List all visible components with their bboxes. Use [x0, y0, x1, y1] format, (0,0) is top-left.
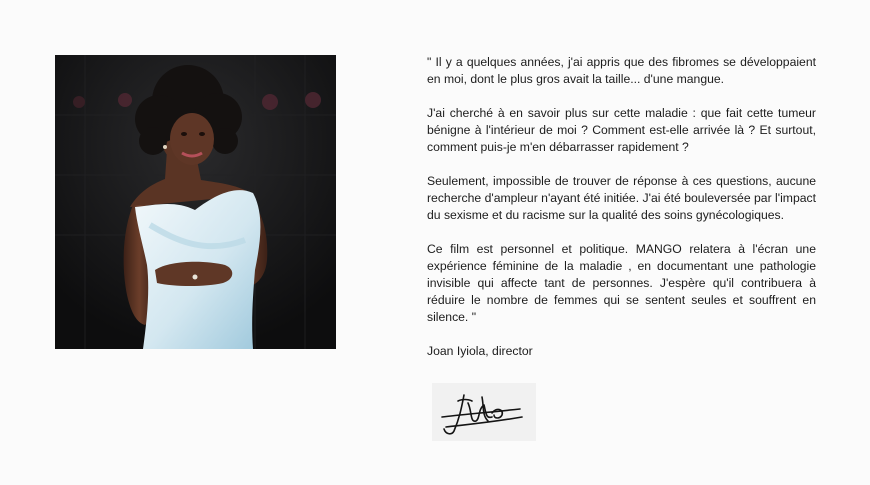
director-statement — [427, 54, 816, 377]
handwritten-signature — [432, 383, 536, 441]
quote-paragraph-3: Seulement, impossible de trouver de réponse à ces questions, aucune recherche d'ampleur n'ayant été initiée. J'ai été bouleversée par l'impact du sexisme et du racisme sur la qualité des soins gynécologiques. — [427, 174, 816, 222]
quote-paragraph-2: J'ai cherché à en savoir plus sur cette maladie : que fait cette tumeur bénigne à l'intérieur de moi ? Comment est-elle arrivée là ? Et surtout, comment puis-je m'en débarrasser rapidement ? — [427, 106, 816, 154]
attribution: Joan Iyiola, director — [427, 344, 533, 358]
signature-scribble — [432, 383, 536, 441]
quote-paragraph-1: " Il y a quelques années, j'ai appris que des fibromes se développaient en moi, dont le plus gros avait la taille... d'une mangue. — [427, 55, 816, 86]
director-photo — [55, 55, 336, 349]
portrait-illustration — [55, 55, 336, 349]
quote-paragraph-4: Ce film est personnel et politique. MANGO relatera à l'écran une expérience féminine de la maladie , en documentant une pathologie invisible qui affecte tant de personnes. J'espère qu'il contribuera à réduire le nombre de femmes qui se sentent seules et souffrent en silence. " — [427, 242, 816, 324]
